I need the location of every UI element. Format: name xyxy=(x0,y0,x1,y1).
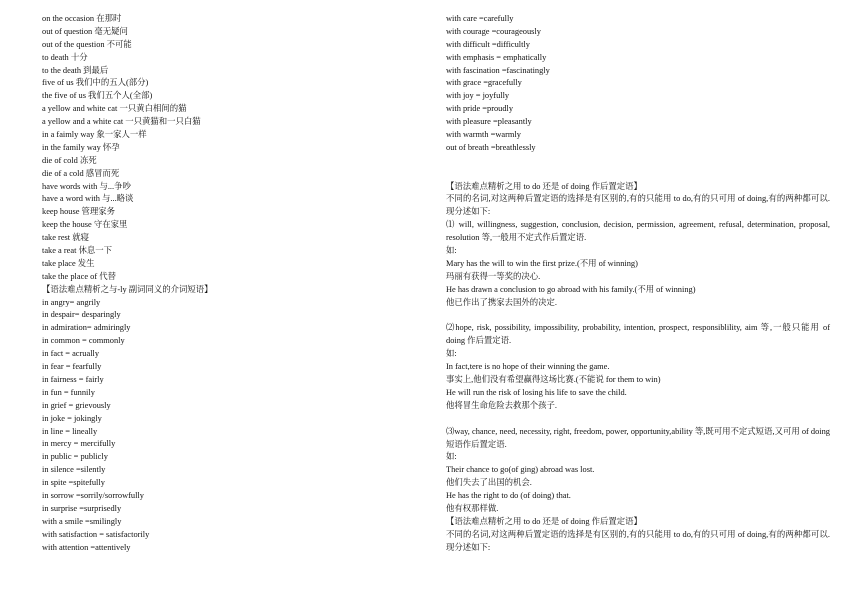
phrase-line: in angry= angrily xyxy=(42,297,101,307)
right-column xyxy=(446,13,830,555)
section-heading: 【语法难点精析之用 to do 还是 of doing 作后置定语】 xyxy=(446,181,642,191)
phrase-line: with care =carefully xyxy=(446,14,514,23)
phrase-line: with pleasure =pleasantly xyxy=(446,117,532,127)
example-line: 他有权那样做. xyxy=(446,503,499,513)
example-line: 他将冒生命危险去救那个孩子. xyxy=(446,400,557,410)
phrase-line: in joke = jokingly xyxy=(42,413,102,423)
example-line: He will run the risk of losing his life to save the child. xyxy=(446,387,627,397)
phrase-line: take rest 就寝 xyxy=(42,233,89,243)
phrase-line: with fascination =fascinatingly xyxy=(446,65,550,75)
rule-paragraph: ⑴ will, willingness, suggestion, conclusion, decision, permission, agreement, refusal, determination, proposal, resolution 等,一般用不定式作后置定语. xyxy=(446,220,830,243)
phrase-line: with emphasis = emphatically xyxy=(446,52,547,62)
phrase-line: with warmth =warmly xyxy=(446,130,521,140)
intro-paragraph: 不同的名词,对这两种后置定语的选择是有区别的,有的只能用 to do,有的只可用 of doing,有的两种都可以.现分述如下: xyxy=(446,194,830,217)
phrase-line: in fairness = fairly xyxy=(42,374,104,384)
example-line: Mary has the will to win the first prize.(不用 of winning) xyxy=(446,259,638,268)
phrase-line: in grief = grievously xyxy=(42,400,111,410)
phrase-line: in admiration= admiringly xyxy=(42,323,131,333)
spacer xyxy=(446,310,830,323)
phrase-line: keep the house 守在家里 xyxy=(42,220,128,230)
phrase-line: have words with 与...争吵 xyxy=(42,181,131,191)
spacer xyxy=(446,155,830,181)
phrase-line: die of a cold 感冒而死 xyxy=(42,168,120,178)
phrase-line: a yellow and white cat 一只黄白相间的猫 xyxy=(42,104,187,114)
phrase-line: on the occasion 在那时 xyxy=(42,14,122,23)
phrase-line: die of cold 冻死 xyxy=(42,155,97,165)
phrase-line: with courage =courageously xyxy=(446,26,541,36)
phrase-line: with joy = joyfully xyxy=(446,91,510,101)
example-line: 玛丽有获得一等奖的决心. xyxy=(446,271,541,281)
phrase-line: out of the question 不可能 xyxy=(42,39,132,49)
example-line: 事实上,他们没有希望赢得这场比赛.(不能说 for them to win) xyxy=(446,375,661,385)
phrase-line: with pride =proudly xyxy=(446,104,514,114)
phrase-line: in fact = acrually xyxy=(42,349,100,359)
phrase-line: in despair= desparingly xyxy=(42,310,121,320)
phrase-line: in line = lineally xyxy=(42,426,98,436)
phrase-line: in fear = fearfully xyxy=(42,362,102,372)
phrase-line: have a word with 与...略谈 xyxy=(42,194,134,204)
example-label: 如: xyxy=(446,246,457,256)
phrase-line: with difficult =difficultly xyxy=(446,39,530,49)
section-heading: 【语法难点精析之与-ly 副词同义的介词短语】 xyxy=(42,284,213,294)
rule-paragraph: ⑵hope, risk, possibility, impossibility, probability, intention, prospect, responsiblility, aim 等,一般只能用 of doing 作后置定语. xyxy=(446,323,830,346)
section-heading: 【语法难点精析之用 to do 还是 of doing 作后置定语】 xyxy=(446,516,642,526)
example-line: Their chance to go(of ging) abroad was lost. xyxy=(446,465,595,475)
spacer xyxy=(446,413,830,426)
phrase-line: in mercy = mercifully xyxy=(42,439,116,449)
phrase-line: to the death 到最后 xyxy=(42,65,109,75)
rule-paragraph: ⑶way, chance, need, necessity, right, freedom, power, opportunity,ability 等,既可用不定式短语,又可用 of doing 短语作后置定语. xyxy=(446,426,830,449)
example-line: 他们失去了出国的机会. xyxy=(446,478,532,488)
phrase-line: in common = commonly xyxy=(42,336,125,346)
phrase-line: out of breath =breathlessly xyxy=(446,142,536,152)
phrase-line: with attention =attentively xyxy=(42,542,131,552)
phrase-line: five of us 我们中的五人(部分) xyxy=(42,78,149,88)
example-line: In fact,tere is no hope of their winning the game. xyxy=(446,362,610,372)
phrase-line: in spite =spitefully xyxy=(42,478,105,488)
phrase-line: take place 发生 xyxy=(42,258,95,268)
phrase-line: with a smile =smilingly xyxy=(42,516,122,526)
phrase-line: with satisfaction = satisfactorily xyxy=(42,529,150,539)
phrase-line: a yellow and a white cat 一只黄猫和一只白猫 xyxy=(42,117,201,127)
phrase-line: to death 十分 xyxy=(42,52,88,62)
phrase-line: in the family way 怀孕 xyxy=(42,142,120,152)
example-line: He has drawn a conclusion to go abroad with his family.(不用 of winning) xyxy=(446,284,696,294)
intro-paragraph: 不同的名词,对这两种后置定语的选择是有区别的,有的只能用 to do,有的只可用 of doing,有的两种都可以.现分述如下: xyxy=(446,529,830,552)
left-column xyxy=(42,13,412,554)
example-label: 如: xyxy=(446,349,457,359)
phrase-line: keep house 管理家务 xyxy=(42,207,116,217)
phrase-line: take a reat 休息一下 xyxy=(42,246,112,256)
phrase-line: in surprise =surprisedly xyxy=(42,503,122,513)
phrase-line: take the place of 代替 xyxy=(42,271,116,281)
phrase-line: in public = publicly xyxy=(42,452,108,462)
phrase-line: in silence =silently xyxy=(42,465,106,475)
example-line: 他已作出了携家去国外的决定. xyxy=(446,297,557,307)
phrase-line: the five of us 我们五个人(全部) xyxy=(42,91,153,101)
phrase-line: with grace =gracefully xyxy=(446,78,522,88)
phrase-line: in a faimly way 象一家人一样 xyxy=(42,130,147,140)
phrase-line: in fun = funnily xyxy=(42,387,95,397)
phrase-line: in sorrow =sorrily/sorrowfully xyxy=(42,490,144,500)
example-line: He has the right to do (of doing) that. xyxy=(446,491,571,501)
example-label: 如: xyxy=(446,452,457,462)
phrase-line: out of question 毫无疑问 xyxy=(42,26,128,36)
